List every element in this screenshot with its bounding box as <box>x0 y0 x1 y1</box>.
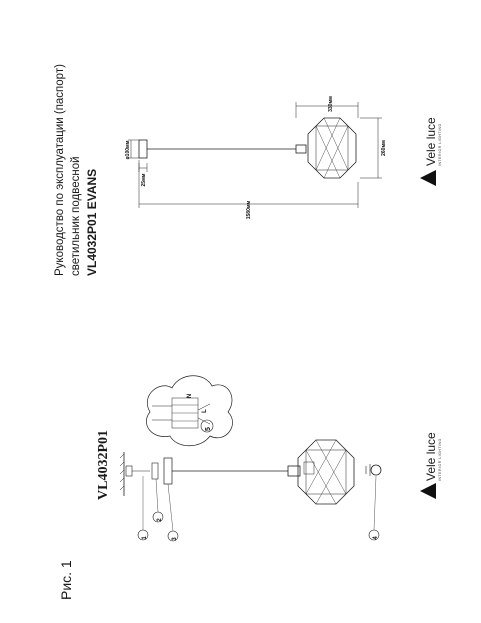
bulb <box>371 465 381 475</box>
dim-width: 330мм <box>328 96 334 112</box>
logo-mark-upper <box>420 170 436 186</box>
dim-total-length: 1580мм <box>246 200 252 220</box>
dim-canopy-height: 25мм <box>141 173 147 187</box>
dim-shade-height: 260мм <box>381 140 387 156</box>
title-line-3: VL4032P01 EVANS <box>85 168 99 276</box>
callout-3: 3 <box>172 537 178 541</box>
figure-label: Рис. 1 <box>58 560 74 600</box>
callout-2: 2 <box>157 518 163 522</box>
screw <box>152 463 158 479</box>
callout-1: 1 <box>142 536 148 540</box>
brand-name-upper: Vele luce <box>424 117 438 166</box>
canopy <box>139 140 147 158</box>
shade-lower <box>298 440 354 504</box>
canopy-lower <box>164 458 172 484</box>
model-code: VL4032P01 <box>96 430 111 500</box>
brand-name-lower: Vele luce <box>424 432 438 481</box>
lamp-holder <box>296 145 306 153</box>
title-line-1: Руководство по эксплуатации (паспорт) <box>54 64 66 276</box>
callout-4: 4 <box>373 536 379 540</box>
callout-5: 5 <box>205 427 212 431</box>
wiring-detail-bubble <box>146 376 232 446</box>
mounting-bracket <box>126 466 132 476</box>
title-block <box>52 56 100 276</box>
logo-mark-lower <box>420 483 436 499</box>
dimensioned-pendant-drawing <box>128 102 382 208</box>
brand-tagline-upper: INTERIOR LIGHTING <box>438 123 442 166</box>
wire-l-label: L <box>202 409 208 413</box>
brand-tagline-lower: INTERIOR LIGHTING <box>438 438 442 481</box>
wire-n-label: N <box>187 393 193 399</box>
dim-canopy-diameter: ø100мм <box>125 140 131 160</box>
title-line-2: светильник подвесной <box>70 156 82 276</box>
installation-diagram <box>120 376 381 541</box>
